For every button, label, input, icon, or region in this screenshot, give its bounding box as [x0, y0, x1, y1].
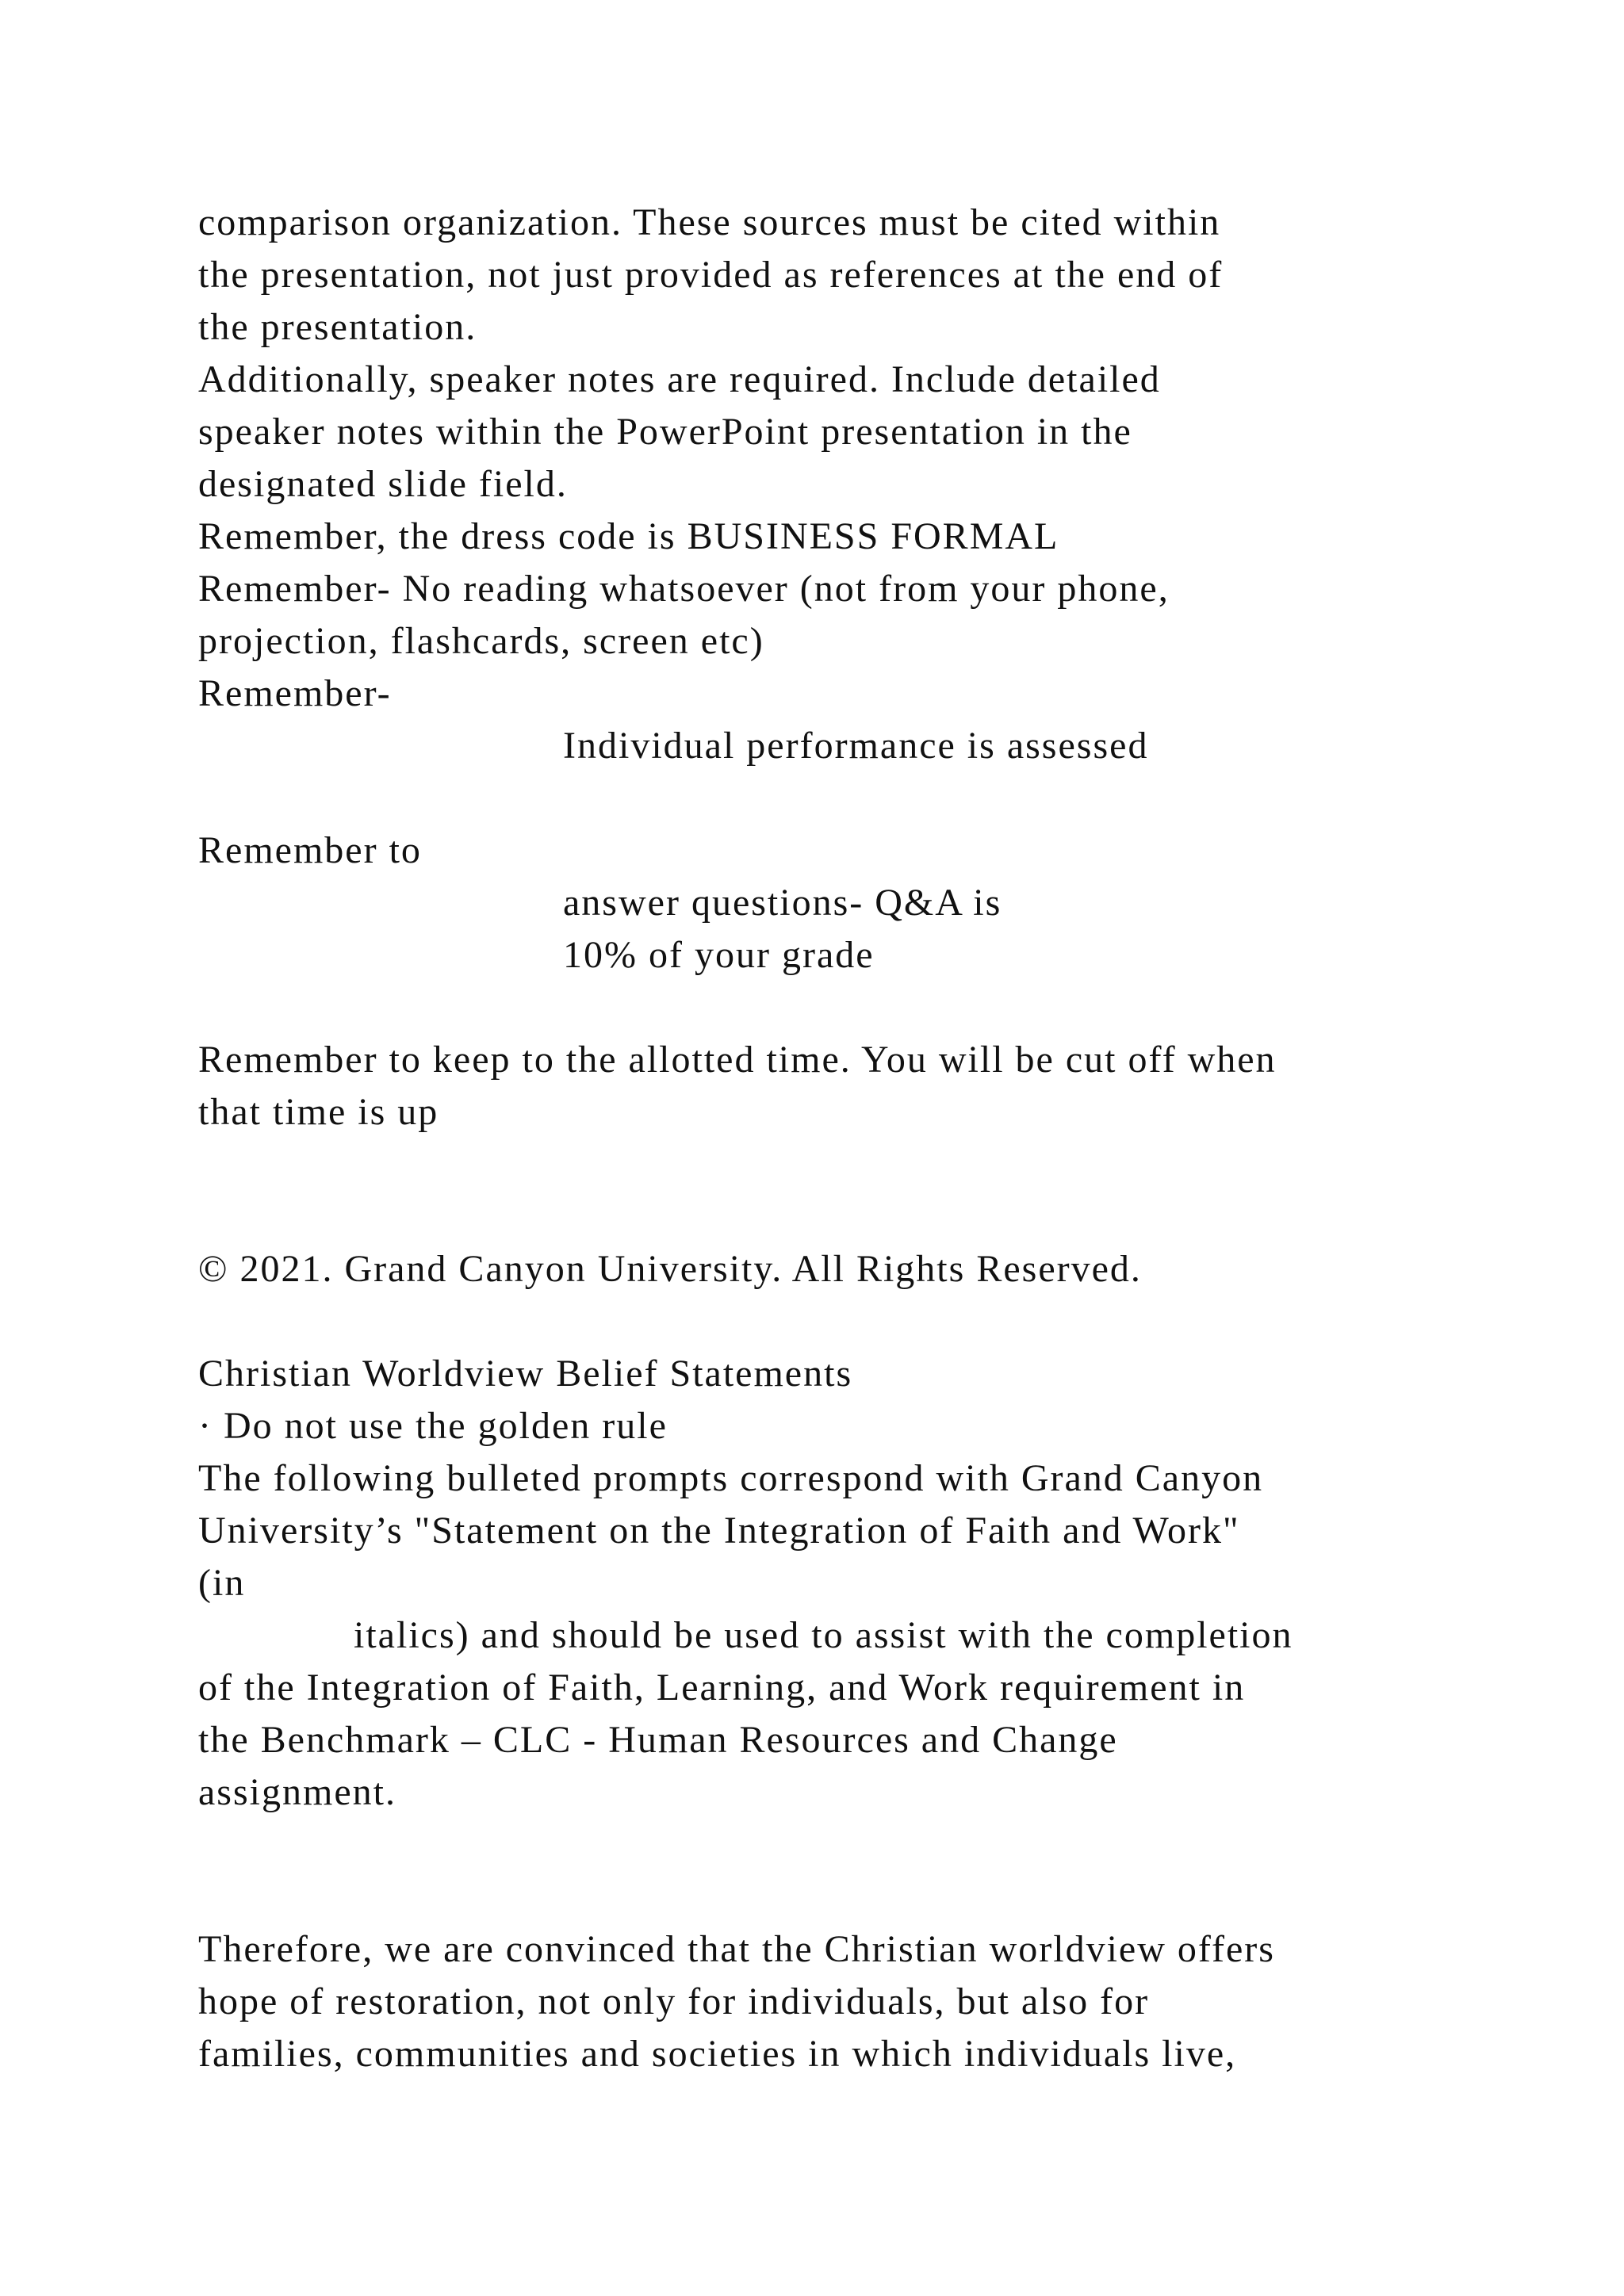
text-line: Remember, the dress code is BUSINESS FORMAL	[198, 515, 1059, 557]
text-line: Therefore, we are convinced that the Christian worldview offers	[198, 1928, 1275, 1970]
text-line: of the Integration of Faith, Learning, and Work requirement in	[198, 1667, 1246, 1709]
text-line: Remember- No reading whatsoever (not from your phone,	[198, 568, 1170, 610]
text-line: assignment.	[198, 1771, 396, 1813]
text-line: hope of restoration, not only for individuals, but also for	[198, 1980, 1150, 2022]
text-line: Individual performance is assessed	[563, 725, 1149, 767]
text-line: families, communities and societies in which individuals live,	[198, 2033, 1237, 2075]
copyright-line: © 2021. Grand Canyon University. All Rights Reserved.	[198, 1248, 1142, 1290]
text-line: (in	[198, 1562, 246, 1604]
text-line: 10% of your grade	[563, 934, 875, 976]
bullet-item: · Do not use the golden rule	[198, 1405, 668, 1447]
text-line: Remember to keep to the allotted time. You will be cut off when	[198, 1039, 1277, 1081]
text-line: the Benchmark – CLC - Human Resources and Change	[198, 1719, 1118, 1761]
section-heading: Christian Worldview Belief Statements	[198, 1353, 853, 1395]
text-line: speaker notes within the PowerPoint presentation in the	[198, 411, 1132, 453]
text-line: comparison organization. These sources must be cited within	[198, 201, 1221, 243]
text-line: Remember-	[198, 672, 392, 714]
text-line: the presentation, not just provided as references at the end of	[198, 254, 1224, 296]
text-line: answer questions- Q&A is	[563, 882, 1002, 924]
text-line: The following bulleted prompts correspond with Grand Canyon	[198, 1457, 1264, 1499]
text-line: italics) and should be used to assist with the completion	[354, 1614, 1293, 1656]
text-line: Remember to	[198, 829, 422, 871]
text-line: that time is up	[198, 1091, 439, 1133]
text-line: projection, flashcards, screen etc)	[198, 620, 764, 662]
text-line: Additionally, speaker notes are required. Include detailed	[198, 358, 1161, 400]
text-line: designated slide field.	[198, 463, 568, 505]
text-line: University’s "Statement on the Integration of Faith and Work"	[198, 1510, 1240, 1552]
text-line: the presentation.	[198, 306, 477, 348]
